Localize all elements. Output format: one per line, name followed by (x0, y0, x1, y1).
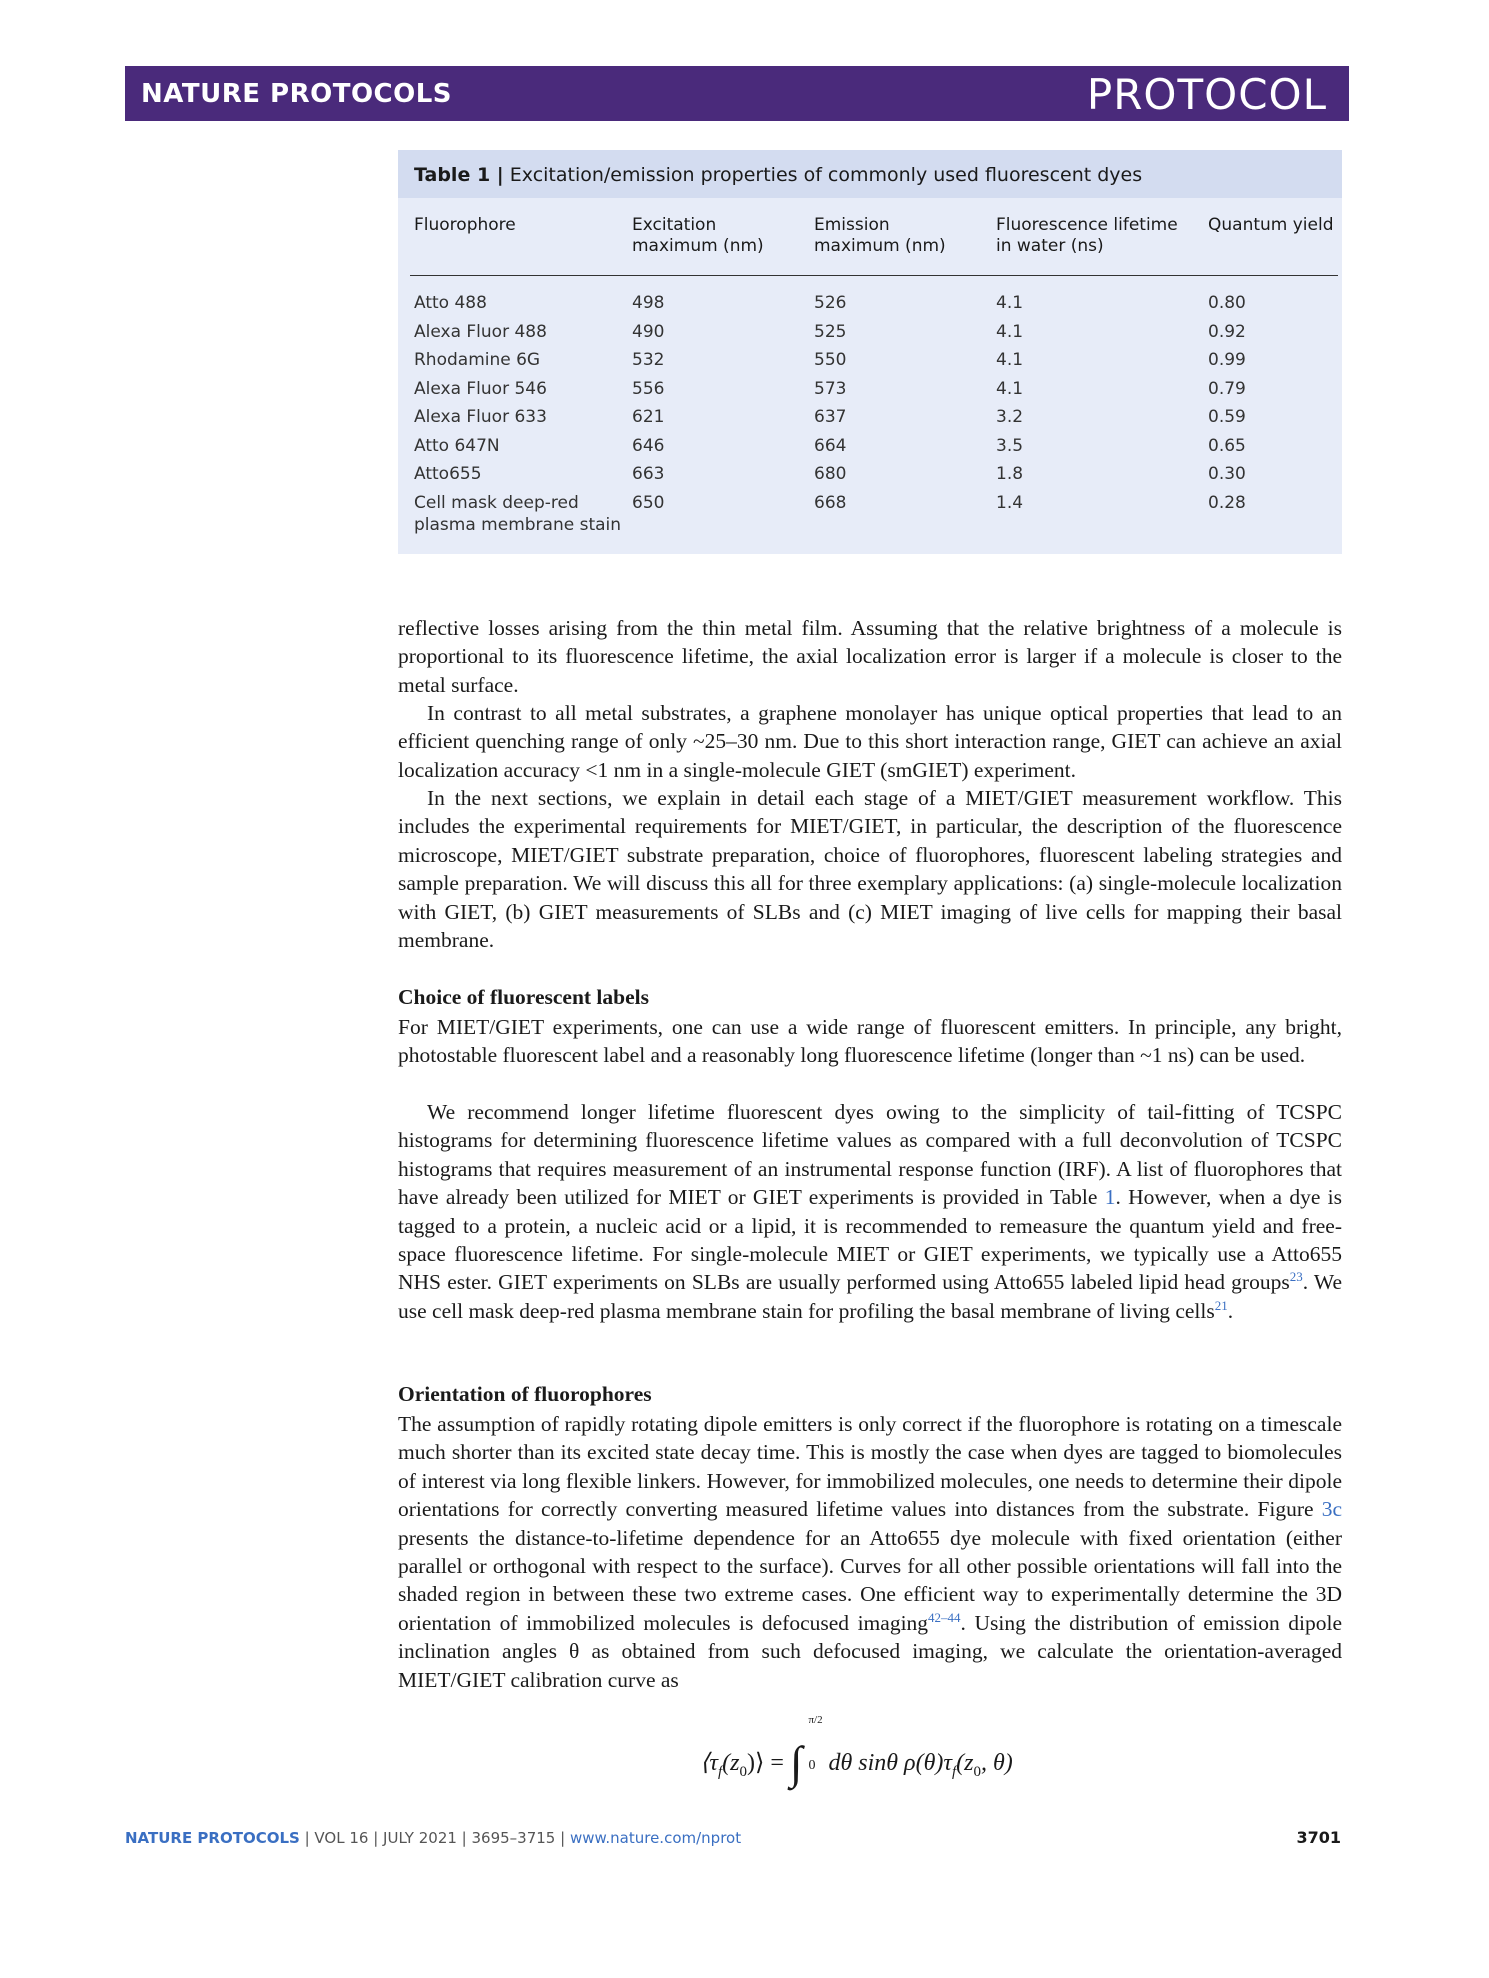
table-cell: 4.1 (996, 321, 1024, 342)
table-cell: 0.65 (1208, 435, 1246, 456)
table-header-lifetime: Fluorescence lifetime in water (ns) (996, 215, 1178, 256)
table-cell: 0.92 (1208, 321, 1246, 342)
table-cell: 4.1 (996, 293, 1024, 313)
citation-link[interactable]: 42–44 (928, 1609, 961, 1625)
table-cell: Atto 488 (414, 293, 487, 313)
table-cell: Alexa Fluor 546 (414, 378, 547, 399)
integral-sign: ∫ (789, 1737, 803, 1788)
journal-name: NATURE PROTOCOLS (141, 79, 453, 109)
upper-limit: π/2 (808, 1714, 823, 1726)
table-cell: Atto655 (414, 464, 482, 484)
figure-ref-link[interactable]: 3c (1321, 1497, 1342, 1522)
paragraph: In the next sections, we explain in detail each stage of a MIET/GIET measurement workflow. This includes the experimental requirements for MIET/GIET, in particular, the description of the fluorescence microscope, MIET/GIET substrate preparation, choice of fluorophores, fluorescent labeling strategies and sample preparation. We will discuss this all for three exemplary applications: (a) single-molecule localization with GIET, (b) GIET measurements of SLBs and (c) MIET imaging of live cells for mapping their basal membrane. (398, 786, 1342, 953)
footer-citation: NATURE PROTOCOLS | VOL 16 | JULY 2021 | 3695–3715 | www.nature.com/nprot (125, 1829, 742, 1847)
table-header-emission: Emission maximum (nm) (814, 215, 946, 256)
table-cell: 4.1 (996, 378, 1024, 399)
section-heading: Choice of fluorescent labels (398, 985, 649, 1009)
table-cell: 3.5 (996, 435, 1024, 456)
paragraph: reflective losses arising from the thin metal film. Assuming that the relative brightness of a molecule is proportional to its fluorescence lifetime, the axial localization error is larger if a molecule is closer to the metal surface. (398, 616, 1342, 697)
table-cell: Rhodamine 6G (414, 350, 541, 370)
table-title-bar (398, 150, 1342, 198)
table-cell: 1.8 (996, 464, 1024, 484)
table-title: Table 1 | Excitation/emission properties of commonly used fluorescent dyes (414, 164, 1143, 186)
paragraph: We recommend longer lifetime fluorescent dyes owing to the simplicity of tail-fitting of TCSPC histograms for determining fluorescence lifetime values as compared with a full deconvolution of TCSPC histograms that requires measurement of an instrumental response function (IRF). A list of fluorophores that have already been utilized for MIET or GIET experiments is provided in Table 1. However, when a dye is tagged to a protein, a nucleic acid or a lipid, it is recommended to remeasure the quantum yield and free-space fluorescence lifetime. For single-molecule MIET or GIET experiments, we typically use a Atto655 NHS ester. GIET experiments on SLBs are usually performed using Atto655 labeled lipid head groups$^{23}$. We use cell mask deep-red plasma membrane stain for profiling the basal membrane of living cells$^{21}$. (398, 1100, 1342, 1323)
table-cell: Alexa Fluor 633 (414, 407, 547, 427)
table-cell: 490 (632, 321, 665, 342)
table-cell: 0.79 (1208, 378, 1246, 399)
table-cell: 498 (632, 293, 665, 313)
page-number: 3701 (1296, 1828, 1341, 1847)
table-cell: 0.59 (1208, 407, 1246, 427)
table-cell: Atto 647N (414, 435, 500, 456)
journal-banner (125, 66, 1349, 121)
table-header-fluorophore: Fluorophore (414, 215, 516, 235)
citation-link[interactable]: 21 (1214, 1297, 1228, 1313)
citation-link[interactable]: 23 (1289, 1269, 1303, 1285)
table-cell: 525 (814, 321, 847, 342)
table-cell: 1.4 (996, 492, 1024, 513)
equation: $⟨\tau_f(z_0)⟩$ = ∫ π/2 0 dθ sinθ $\rho(\theta)\tau_f(z_0$, θ) (700, 1714, 1013, 1788)
table-cell: 556 (632, 378, 665, 399)
table-cell: 650 (632, 492, 665, 513)
table-cell: 664 (814, 435, 847, 456)
table-cell: 573 (814, 378, 847, 399)
table-header-rule (410, 275, 1338, 276)
journal-url-link[interactable]: www.nature.com/nprot (569, 1829, 742, 1847)
table-cell: 621 (632, 407, 665, 427)
table-cell: 0.28 (1208, 492, 1246, 513)
table-cell: 0.80 (1208, 293, 1246, 313)
section-heading: Orientation of fluorophores (398, 1382, 652, 1406)
table-cell: 663 (632, 464, 665, 484)
table-header-excitation: Excitation maximum (nm) (632, 215, 764, 256)
table-cell: 4.1 (996, 350, 1024, 370)
article-type: PROTOCOL (1086, 70, 1327, 119)
table-cell: 526 (814, 293, 847, 313)
table-cell: Alexa Fluor 488 (414, 321, 547, 342)
paragraph: For MIET/GIET experiments, one can use a wide range of fluorescent emitters. In principle, any bright, photostable fluorescent label and a reasonably long fluorescence lifetime (longer than ~1 ns) can be used. (398, 1015, 1342, 1068)
paragraph: In contrast to all metal substrates, a graphene monolayer has unique optical properties that lead to an efficient quenching range of only ~25–30 nm. Due to this short interaction range, GIET can achieve an axial localization accuracy <1 nm in a single-molecule GIET (smGIET) experiment. (398, 701, 1342, 782)
table-cell: plasma membrane stain (414, 515, 622, 535)
table-cell: 550 (814, 350, 847, 370)
table-cell: 0.30 (1208, 464, 1246, 484)
table-cell: Cell mask deep-red (414, 492, 579, 513)
lower-limit: 0 (808, 1758, 816, 1773)
table-cell: 680 (814, 464, 847, 484)
table-cell: 532 (632, 350, 665, 370)
table-cell: 668 (814, 492, 847, 513)
paragraph: The assumption of rapidly rotating dipole emitters is only correct if the fluorophore is rotating on a timescale much shorter than its excited state decay time. This is mostly the case when dyes are tagged to biomolecules of interest via long flexible linkers. However, for immobilized molecules, one needs to determine their dipole orientations for correctly converting measured lifetime values into distances from the substrate. Figure 3c presents the distance-to-lifetime dependence for an Atto655 dye molecule with fixed orientation (either parallel or orthogonal with respect to the surface). Curves for all other possible orientations will fall into the shaded region in between these two extreme cases. One efficient way to experimentally determine the 3D orientation of immobilized molecules is defocused imaging$^{42-44}$. Using the distribution of emission dipole inclination angles θ as obtained from such defocused imaging, we calculate the orientation-averaged MIET/GIET calibration curve as (398, 1412, 1342, 1692)
table-header-quantum-yield: Quantum yield (1208, 215, 1334, 235)
table-ref-link[interactable]: 1 (1104, 1185, 1116, 1210)
table-cell: 0.99 (1208, 350, 1246, 370)
table-cell: 646 (632, 435, 665, 456)
table-cell: 637 (814, 407, 847, 427)
table-cell: 3.2 (996, 407, 1024, 427)
